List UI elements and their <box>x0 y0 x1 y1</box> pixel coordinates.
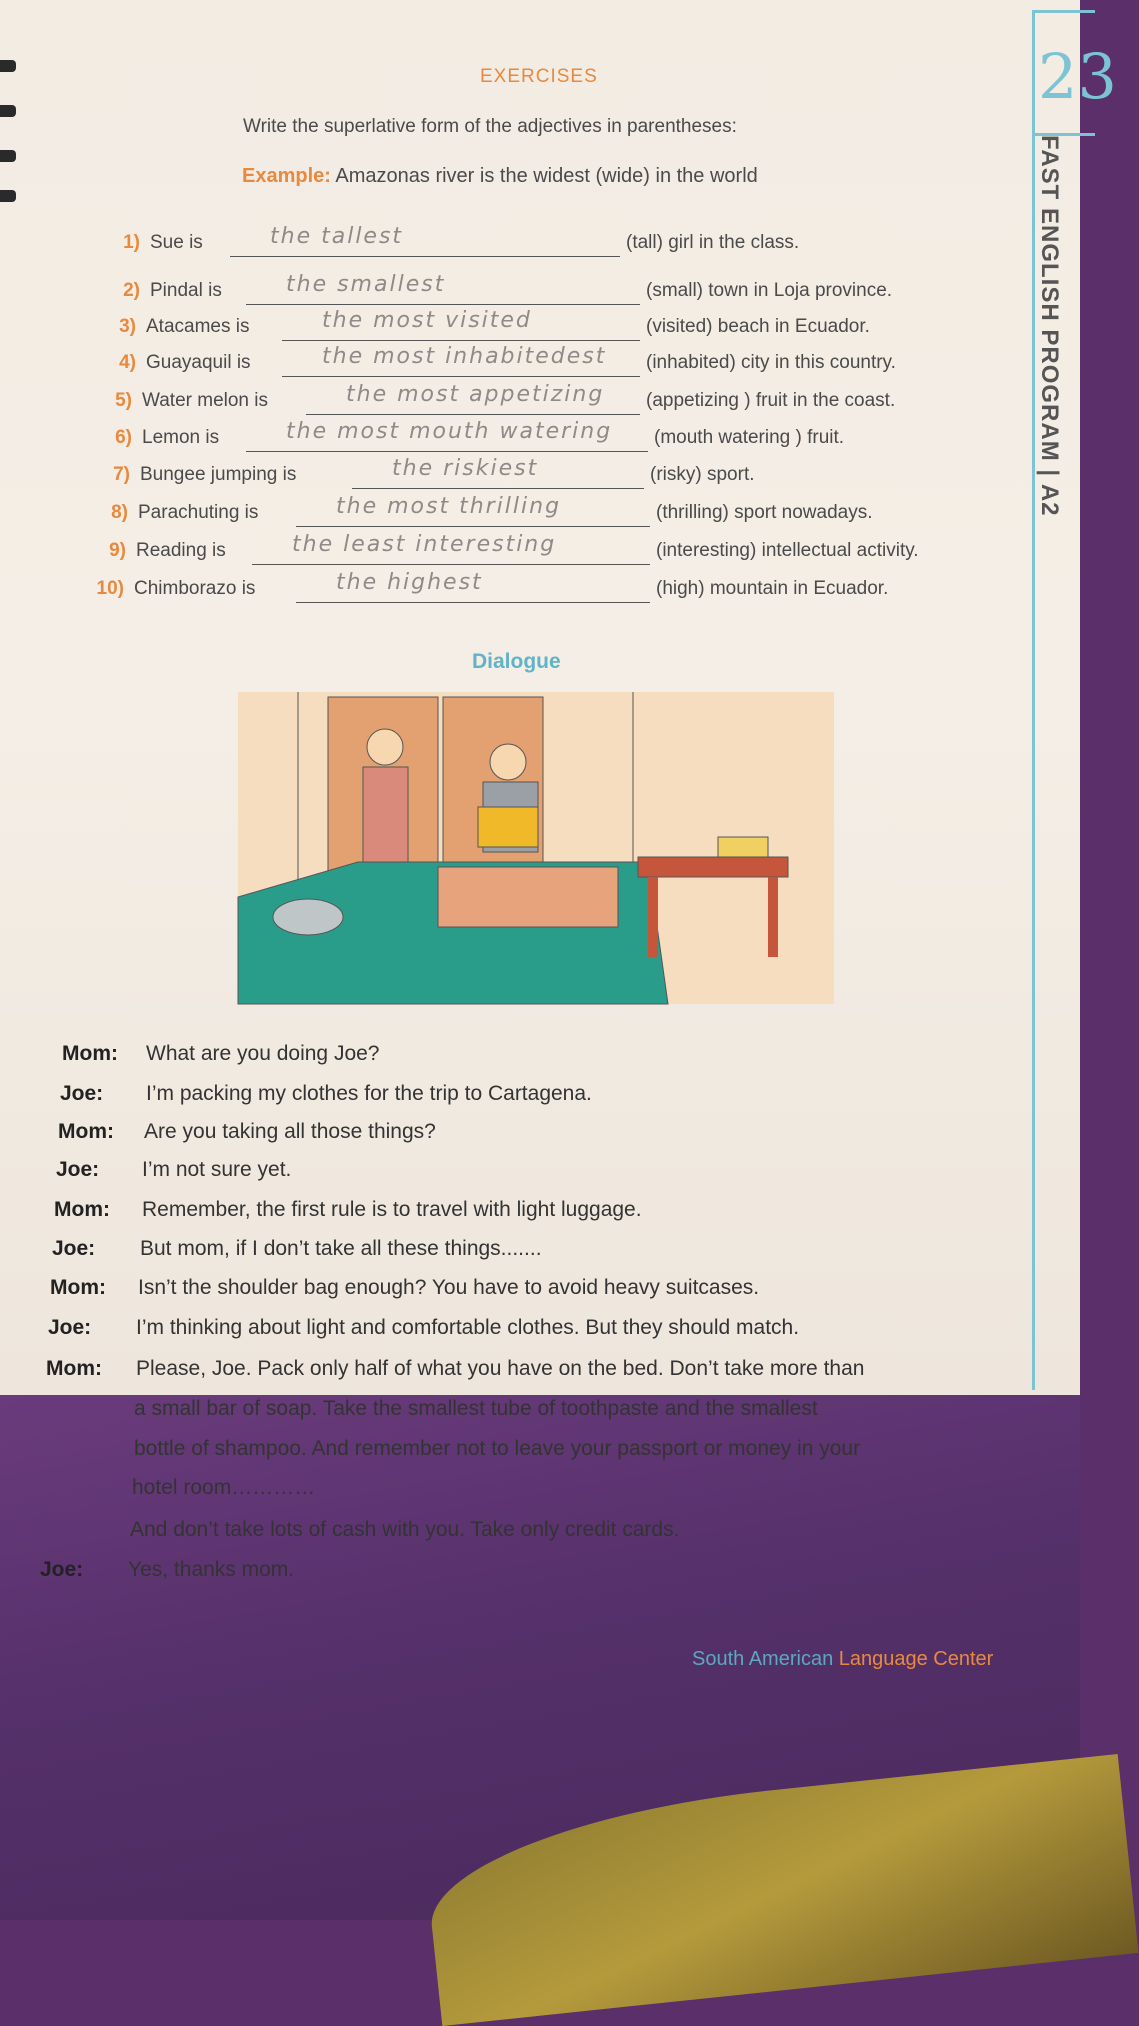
spiral-binding <box>0 190 16 202</box>
exercise-number: 2) <box>123 280 140 301</box>
joe-head <box>490 744 526 780</box>
speaker: Joe: <box>52 1237 96 1260</box>
handwritten-answer: the least interesting <box>292 532 557 557</box>
example <box>242 165 758 188</box>
dialogue-text: hotel room………… <box>132 1476 316 1499</box>
handwritten-answer: the riskiest <box>392 456 539 481</box>
dialogue-heading: Dialogue <box>472 650 561 673</box>
exercise-item <box>0 382 1000 420</box>
dialogue-text: Please, Joe. Pack only half of what you have on the bed. Don’t take more than <box>136 1357 865 1380</box>
footer-part1: South American <box>692 1648 834 1670</box>
handwritten-answer: the most appetizing <box>346 382 605 407</box>
exercise-item <box>0 494 1000 532</box>
footer-part2: Language Center <box>838 1648 994 1670</box>
exercise-number: 1) <box>123 232 140 253</box>
exercise-rest: (tall) girl in the class. <box>626 232 800 253</box>
exercise-stem: Chimborazo is <box>134 578 256 599</box>
exercise-item <box>0 272 1000 310</box>
exercise-rest: (interesting) intellectual activity. <box>656 540 919 561</box>
dialogue-text: bottle of shampoo. And remember not to leave your passport or money in your <box>134 1437 861 1460</box>
exercise-rest: (visited) beach in Ecuador. <box>646 316 870 337</box>
handwritten-answer: the most thrilling <box>336 494 562 519</box>
dialogue-text: Remember, the first rule is to travel with light luggage. <box>142 1198 642 1221</box>
handwritten-answer: the most mouth watering <box>286 419 613 444</box>
dialogue-text: Isn’t the shoulder bag enough? You have to avoid heavy suitcases. <box>138 1276 760 1299</box>
exercise-rest: (mouth watering ) fruit. <box>654 427 845 448</box>
exercise-item <box>0 344 1000 382</box>
spiral-binding <box>0 105 16 117</box>
example-label: Example: <box>242 165 331 187</box>
shoulder-bag <box>478 807 538 847</box>
exercise-item <box>0 224 1000 262</box>
exercise-item <box>0 308 1000 346</box>
exercise-number: 8) <box>111 502 128 523</box>
instruction: Write the superlative form of the adjectives in parentheses: <box>243 116 737 137</box>
dialogue-text: Are you taking all those things? <box>144 1120 436 1143</box>
exercise-number: 4) <box>119 352 136 373</box>
speaker: Mom: <box>58 1120 114 1143</box>
exercise-rest: (inhabited) city in this country. <box>646 352 896 373</box>
program-label: FAST ENGLISH PROGRAM | A2 <box>1036 135 1063 517</box>
exercise-stem: Lemon is <box>142 427 220 448</box>
exercise-rest: (small) town in Loja province. <box>646 280 893 301</box>
speaker: Joe: <box>56 1158 100 1181</box>
speaker: Joe: <box>60 1082 104 1105</box>
spiral-binding <box>0 60 16 72</box>
handwritten-answer: the highest <box>336 570 483 595</box>
exercise-number: 7) <box>113 464 130 485</box>
exercise-item <box>0 419 1000 457</box>
dialogue-text: What are you doing Joe? <box>146 1042 380 1065</box>
exercise-number: 9) <box>109 540 126 561</box>
exercise-stem: Reading is <box>136 540 226 561</box>
exercise-stem: Parachuting is <box>138 502 259 523</box>
dialogue-text: But mom, if I don’t take all these things....... <box>140 1237 542 1260</box>
table-leg <box>768 877 778 957</box>
speaker: Joe: <box>48 1316 92 1339</box>
exercise-stem: Atacames is <box>146 316 250 337</box>
exercise-number: 6) <box>115 427 132 448</box>
dialogue-illustration <box>238 692 834 1004</box>
pillow <box>273 899 343 935</box>
example-text: Amazonas river is the widest (wide) in the world <box>335 165 758 187</box>
handwritten-answer: the smallest <box>286 272 446 297</box>
spiral-binding <box>0 150 16 162</box>
exercise-rest: (high) mountain in Ecuador. <box>656 578 889 599</box>
dialogue-text: I’m thinking about light and comfortable clothes. But they should match. <box>136 1316 800 1339</box>
exercise-rest: (risky) sport. <box>650 464 755 485</box>
exercise-rest: (thrilling) sport nowadays. <box>656 502 873 523</box>
exercise-stem: Bungee jumping is <box>140 464 297 485</box>
exercise-item <box>0 456 1000 494</box>
speaker: Mom: <box>50 1276 106 1299</box>
exercise-stem: Guayaquil is <box>146 352 251 373</box>
suitcase <box>438 867 618 927</box>
table <box>638 857 788 877</box>
exercises-title: EXERCISES <box>480 66 598 87</box>
dialogue-text: I’m not sure yet. <box>142 1158 292 1181</box>
exercise-item <box>0 570 1000 608</box>
speaker: Mom: <box>54 1198 110 1221</box>
books <box>718 837 768 857</box>
footer-publisher <box>692 1648 993 1671</box>
speaker: Mom: <box>46 1357 102 1380</box>
dialogue-text: Yes, thanks mom. <box>128 1558 295 1581</box>
page-number: 23 <box>1038 40 1117 113</box>
exercise-number: 10) <box>96 578 124 599</box>
table-leg <box>648 877 658 957</box>
dialogue-text: a small bar of soap. Take the smallest tube of toothpaste and the smallest <box>134 1397 818 1420</box>
exercise-item <box>0 532 1000 570</box>
exercise-number: 3) <box>119 316 136 337</box>
speaker: Joe: <box>40 1558 84 1581</box>
exercise-rest: (appetizing ) fruit in the coast. <box>646 390 896 411</box>
dialogue-text: And don’t take lots of cash with you. Take only credit cards. <box>130 1518 680 1541</box>
speaker: Mom: <box>62 1042 118 1065</box>
exercise-stem: Water melon is <box>142 390 268 411</box>
dialogue-text: I’m packing my clothes for the trip to Cartagena. <box>146 1082 592 1105</box>
mom-body <box>363 767 408 877</box>
exercise-number: 5) <box>115 390 132 411</box>
exercise-stem: Sue is <box>150 232 203 253</box>
handwritten-answer: the most inhabitedest <box>322 344 607 369</box>
handwritten-answer: the most visited <box>322 308 532 333</box>
handwritten-answer: the tallest <box>270 224 404 249</box>
mom-head <box>367 729 403 765</box>
exercise-stem: Pindal is <box>150 280 222 301</box>
